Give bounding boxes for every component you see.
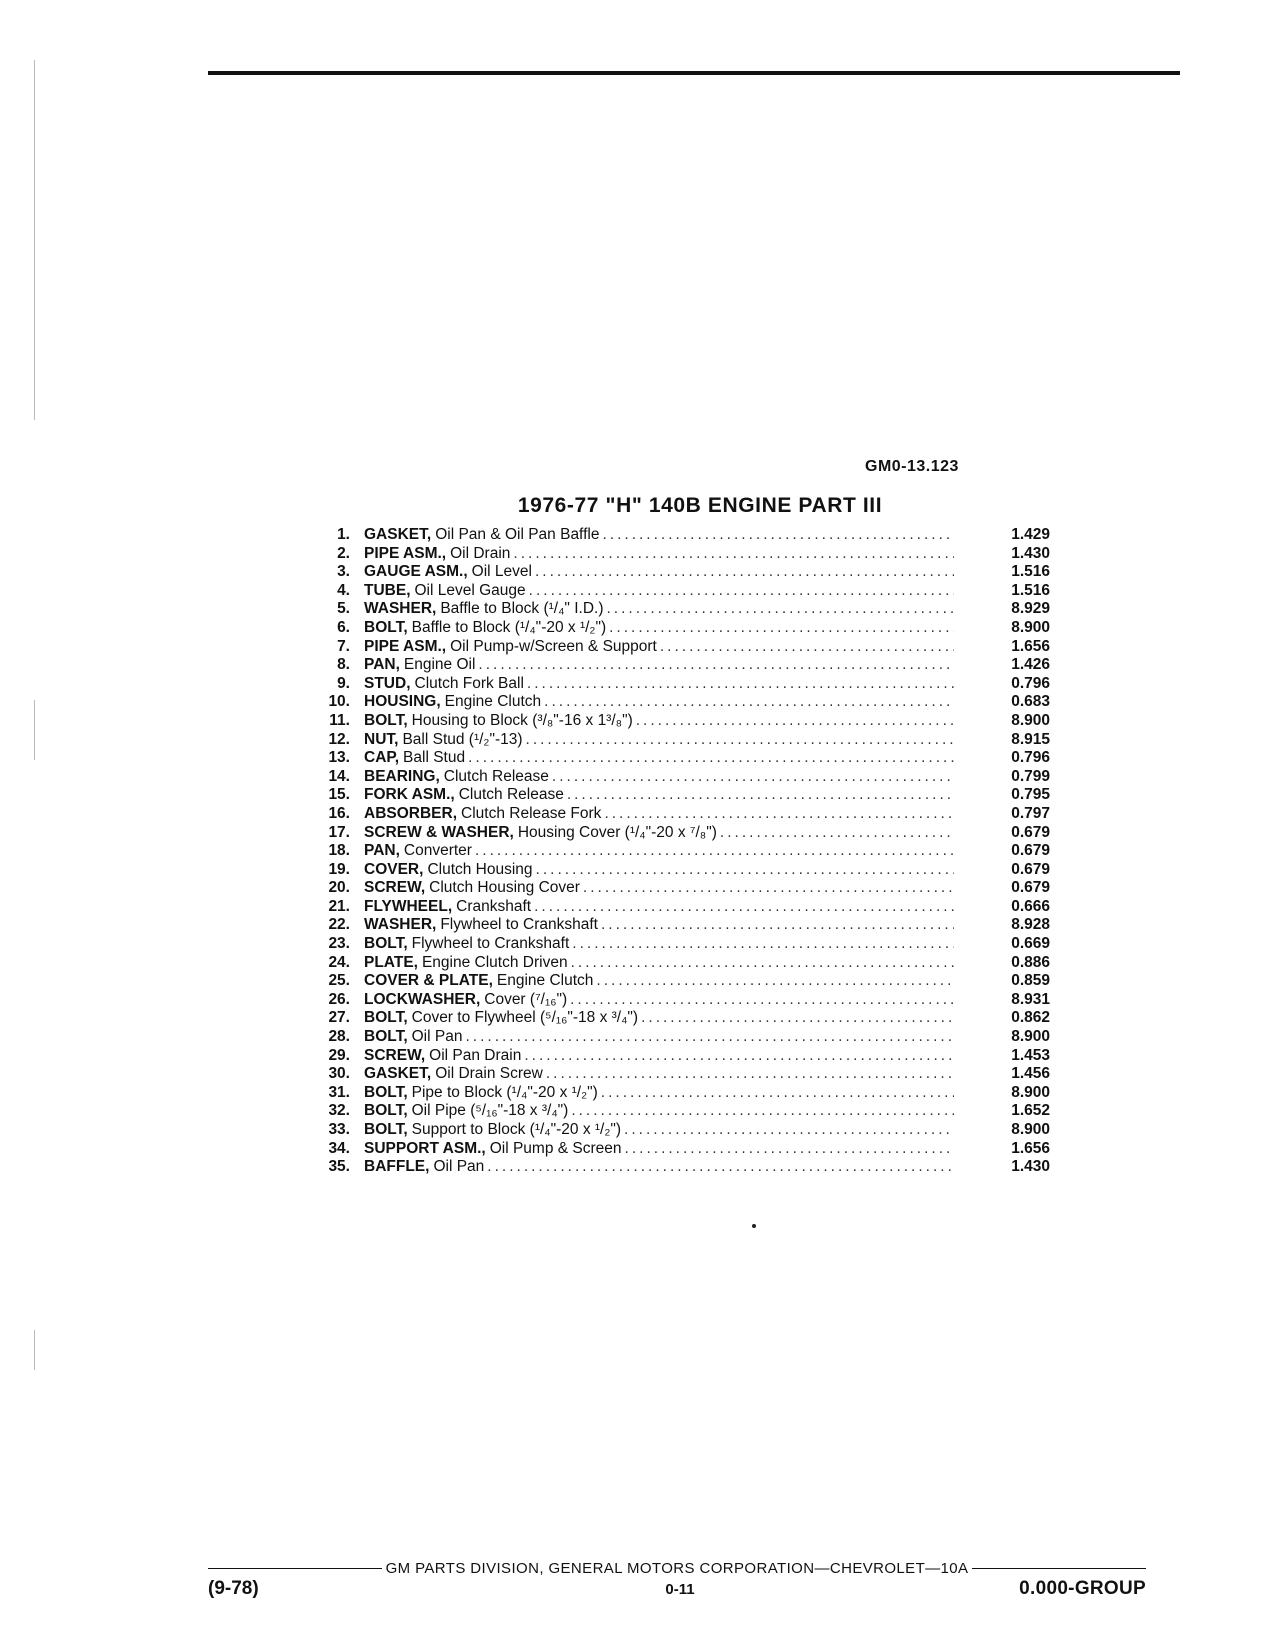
part-description bbox=[364, 693, 954, 712]
part-number: 17. bbox=[328, 823, 350, 841]
part-description bbox=[364, 1028, 954, 1047]
dot-leader bbox=[720, 824, 954, 843]
part-number: 11. bbox=[329, 711, 350, 729]
footer-group-code: 0.000-GROUP bbox=[1019, 1578, 1146, 1599]
dot-leader bbox=[552, 768, 954, 787]
part-group-number: 8.900 bbox=[1011, 618, 1050, 636]
part-detail: Engine Clutch Driven bbox=[421, 953, 568, 971]
part-group-number: 0.679 bbox=[1011, 879, 1050, 897]
dot-leader bbox=[567, 786, 954, 805]
part-name: COVER & PLATE, bbox=[364, 972, 493, 990]
part-name: PIPE ASM., bbox=[364, 637, 447, 655]
part-number: 27. bbox=[328, 1009, 350, 1027]
part-detail: Pipe to Block (¹/₄"-20 x ¹/₂") bbox=[411, 1083, 598, 1101]
dot-leader bbox=[529, 582, 954, 601]
dot-leader bbox=[601, 916, 954, 935]
part-row bbox=[300, 1009, 1060, 1028]
part-detail: Support to Block (¹/₄"-20 x ¹/₂") bbox=[411, 1121, 622, 1138]
part-row bbox=[300, 1065, 1060, 1084]
part-detail: Clutch Housing bbox=[427, 860, 533, 878]
part-name: NUT, bbox=[364, 730, 399, 748]
part-number: 29. bbox=[328, 1046, 350, 1064]
part-row bbox=[300, 693, 1060, 712]
part-row bbox=[300, 935, 1060, 954]
part-group-number: 0.679 bbox=[1011, 823, 1050, 841]
part-group-number: 8.915 bbox=[1011, 730, 1050, 748]
part-detail: Housing to Block (³/₈"-16 x 1³/₈") bbox=[411, 711, 633, 729]
part-description bbox=[364, 824, 954, 843]
part-description bbox=[364, 935, 954, 954]
part-name: BOLT, bbox=[364, 935, 408, 953]
part-row bbox=[300, 1028, 1060, 1047]
part-description bbox=[364, 675, 954, 694]
part-row bbox=[300, 842, 1060, 861]
part-number: 7. bbox=[337, 637, 350, 655]
part-detail: Cover (⁷/₁₆") bbox=[484, 990, 568, 1008]
part-group-number: 0.679 bbox=[1011, 860, 1050, 878]
part-name: GAUGE ASM., bbox=[364, 563, 468, 581]
part-group-number: 1.516 bbox=[1011, 581, 1050, 599]
part-detail: Baffle to Block (¹/₄"-20 x ¹/₂") bbox=[411, 618, 607, 636]
part-number: 9. bbox=[337, 674, 350, 692]
scan-speck bbox=[752, 1224, 756, 1228]
part-detail: Engine Clutch bbox=[444, 693, 542, 711]
part-detail: Oil Pipe (⁵/₁₆"-18 x ³/₄") bbox=[411, 1102, 569, 1120]
part-group-number: 1.430 bbox=[1011, 544, 1050, 562]
part-description bbox=[364, 842, 954, 861]
part-name: ABSORBER, bbox=[364, 804, 458, 822]
dot-leader bbox=[604, 805, 954, 824]
part-number: 34. bbox=[328, 1139, 350, 1157]
part-group-number: 0.666 bbox=[1011, 897, 1050, 915]
part-description bbox=[364, 1009, 954, 1028]
part-name: BOLT, bbox=[364, 1009, 408, 1027]
part-number: 6. bbox=[337, 618, 350, 636]
part-number: 31. bbox=[328, 1083, 350, 1101]
part-number: 8. bbox=[337, 656, 350, 674]
part-detail: Oil Drain Screw bbox=[435, 1065, 543, 1083]
part-detail: Oil Level bbox=[471, 563, 532, 581]
part-number: 14. bbox=[328, 767, 350, 785]
part-row bbox=[300, 526, 1060, 545]
part-number: 13. bbox=[328, 749, 350, 767]
part-description bbox=[364, 526, 954, 545]
part-description bbox=[364, 1158, 954, 1177]
part-group-number: 8.900 bbox=[1011, 1083, 1050, 1101]
part-group-number: 0.796 bbox=[1011, 674, 1050, 692]
part-group-number: 8.931 bbox=[1011, 990, 1050, 1008]
part-description bbox=[364, 619, 954, 638]
part-row bbox=[300, 675, 1060, 694]
part-description bbox=[364, 731, 954, 750]
part-number: 25. bbox=[328, 972, 350, 990]
part-detail: Crankshaft bbox=[456, 897, 532, 915]
part-row bbox=[300, 879, 1060, 898]
part-description bbox=[364, 898, 954, 917]
part-detail: Converter bbox=[403, 842, 472, 860]
dot-leader bbox=[609, 619, 954, 638]
part-number: 16. bbox=[328, 804, 350, 822]
part-number: 4. bbox=[337, 581, 350, 599]
footer-page-number: 0-11 bbox=[665, 1581, 695, 1598]
part-number: 10. bbox=[328, 693, 350, 711]
part-description bbox=[364, 954, 954, 973]
part-number: 15. bbox=[328, 786, 350, 804]
part-group-number: 0.797 bbox=[1011, 804, 1050, 822]
part-description bbox=[364, 638, 954, 657]
dot-leader bbox=[571, 1102, 954, 1121]
part-name: BOLT, bbox=[364, 1102, 408, 1120]
dot-leader bbox=[602, 526, 954, 545]
part-row bbox=[300, 805, 1060, 824]
part-row bbox=[300, 749, 1060, 768]
part-row bbox=[300, 916, 1060, 935]
dot-leader bbox=[641, 1009, 954, 1028]
footer-rule-right bbox=[972, 1568, 1146, 1569]
part-row bbox=[300, 861, 1060, 880]
part-group-number: 1.453 bbox=[1011, 1046, 1050, 1064]
part-name: SCREW & WASHER, bbox=[364, 823, 514, 841]
part-number: 22. bbox=[328, 916, 350, 934]
part-row bbox=[300, 954, 1060, 973]
dot-leader bbox=[570, 991, 954, 1010]
part-description bbox=[364, 582, 954, 601]
dot-leader bbox=[572, 935, 954, 954]
part-row bbox=[300, 768, 1060, 787]
footer-date: (9-78) bbox=[208, 1578, 259, 1599]
dot-leader bbox=[478, 656, 954, 675]
part-detail: Clutch Release Fork bbox=[461, 804, 602, 822]
part-name: FLYWHEEL, bbox=[364, 897, 453, 915]
part-row bbox=[300, 731, 1060, 750]
part-number: 18. bbox=[328, 842, 350, 860]
dot-leader bbox=[571, 954, 954, 973]
part-number: 26. bbox=[328, 990, 350, 1008]
part-detail: Engine Oil bbox=[403, 656, 476, 674]
part-detail: Oil Pump-w/Screen & Support bbox=[450, 637, 657, 655]
part-group-number: 8.900 bbox=[1011, 711, 1050, 729]
part-detail: Ball Stud (¹/₂"-13) bbox=[402, 730, 523, 748]
dot-leader bbox=[527, 675, 954, 694]
part-group-number: 0.862 bbox=[1011, 1009, 1050, 1027]
part-detail: Clutch Fork Ball bbox=[414, 674, 524, 692]
dot-leader bbox=[624, 1121, 954, 1140]
part-name: SCREW, bbox=[364, 1046, 426, 1064]
part-description bbox=[364, 1065, 954, 1084]
part-number: 24. bbox=[328, 953, 350, 971]
part-number: 28. bbox=[328, 1028, 350, 1046]
dot-leader bbox=[636, 712, 954, 731]
part-number: 21. bbox=[328, 897, 350, 915]
part-name: BOLT, bbox=[364, 711, 408, 729]
part-row bbox=[300, 1102, 1060, 1121]
dot-leader bbox=[583, 879, 954, 898]
part-row bbox=[300, 656, 1060, 675]
part-name: BOLT, bbox=[364, 618, 408, 636]
part-group-number: 1.456 bbox=[1011, 1065, 1050, 1083]
part-number: 5. bbox=[337, 600, 350, 618]
dot-leader bbox=[660, 638, 954, 657]
part-detail: Cover to Flywheel (⁵/₁₆"-18 x ³/₄") bbox=[411, 1009, 639, 1027]
dot-leader bbox=[468, 749, 954, 768]
part-detail: Baffle to Block (¹/₄" I.D.) bbox=[440, 600, 604, 618]
part-group-number: 8.929 bbox=[1011, 600, 1050, 618]
part-description bbox=[364, 600, 954, 619]
part-group-number: 0.795 bbox=[1011, 786, 1050, 804]
part-row bbox=[300, 991, 1060, 1010]
part-number: 30. bbox=[328, 1065, 350, 1083]
part-number: 19. bbox=[328, 860, 350, 878]
part-number: 12. bbox=[328, 730, 350, 748]
part-description bbox=[364, 1102, 954, 1121]
part-row bbox=[300, 638, 1060, 657]
part-name: SUPPORT ASM., bbox=[364, 1139, 486, 1157]
part-group-number: 8.900 bbox=[1011, 1121, 1050, 1138]
part-description bbox=[364, 916, 954, 935]
part-detail: Clutch Release bbox=[458, 786, 564, 804]
part-name: BOLT, bbox=[364, 1121, 408, 1138]
dot-leader bbox=[465, 1028, 954, 1047]
part-group-number: 1.652 bbox=[1011, 1102, 1050, 1120]
scan-edge-mark bbox=[34, 1330, 35, 1370]
part-name: BEARING, bbox=[364, 767, 440, 785]
part-name: STUD, bbox=[364, 674, 411, 692]
dot-leader bbox=[546, 1065, 954, 1084]
catalog-ref-code: GM0-13.123 bbox=[865, 458, 959, 475]
footer-rule-left bbox=[208, 1568, 382, 1569]
part-name: SCREW, bbox=[364, 879, 426, 897]
part-name: WASHER, bbox=[364, 600, 437, 618]
part-row bbox=[300, 824, 1060, 843]
part-description bbox=[364, 545, 954, 564]
dot-leader bbox=[535, 563, 954, 582]
part-description bbox=[364, 1121, 954, 1140]
page-title: 1976-77 "H" 140B ENGINE PART III bbox=[517, 494, 883, 517]
part-description bbox=[364, 563, 954, 582]
part-name: BOLT, bbox=[364, 1083, 408, 1101]
part-name: BOLT, bbox=[364, 1028, 408, 1046]
footer-publisher: GM PARTS DIVISION, GENERAL MOTORS CORPORATION—CHEVROLET—10A bbox=[385, 1560, 969, 1577]
part-description bbox=[364, 861, 954, 880]
part-group-number: 0.859 bbox=[1011, 972, 1050, 990]
part-name: FORK ASM., bbox=[364, 786, 455, 804]
part-name: CAP, bbox=[364, 749, 400, 767]
part-row bbox=[300, 712, 1060, 731]
part-name: HOUSING, bbox=[364, 693, 441, 711]
top-rule bbox=[208, 71, 1180, 75]
dot-leader bbox=[524, 1047, 954, 1066]
footer-publisher-line bbox=[208, 1560, 1146, 1577]
part-name: TUBE, bbox=[364, 581, 411, 599]
scan-edge-mark bbox=[34, 60, 35, 420]
part-description bbox=[364, 1084, 954, 1103]
part-detail: Clutch Release bbox=[443, 767, 549, 785]
part-number: 2. bbox=[337, 544, 350, 562]
part-detail: Oil Pan & Oil Pan Baffle bbox=[435, 526, 600, 543]
part-description bbox=[364, 768, 954, 787]
part-row bbox=[300, 619, 1060, 638]
part-name: GASKET, bbox=[364, 526, 432, 543]
dot-leader bbox=[625, 1140, 954, 1159]
part-description bbox=[364, 1140, 954, 1159]
part-number: 3. bbox=[337, 563, 350, 581]
part-row bbox=[300, 600, 1060, 619]
part-number: 20. bbox=[328, 879, 350, 897]
parts-list bbox=[300, 526, 1060, 1177]
part-detail: Oil Level Gauge bbox=[414, 581, 526, 599]
part-description bbox=[364, 656, 954, 675]
part-detail: Flywheel to Crankshaft bbox=[411, 935, 570, 953]
part-number: 23. bbox=[328, 935, 350, 953]
part-group-number: 8.928 bbox=[1011, 916, 1050, 934]
part-row bbox=[300, 1140, 1060, 1159]
part-name: BAFFLE, bbox=[364, 1158, 430, 1176]
part-detail: Engine Clutch bbox=[496, 972, 594, 990]
part-group-number: 1.656 bbox=[1011, 1139, 1050, 1157]
part-row bbox=[300, 1047, 1060, 1066]
part-group-number: 1.656 bbox=[1011, 637, 1050, 655]
part-group-number: 1.429 bbox=[1011, 526, 1050, 543]
part-description bbox=[364, 749, 954, 768]
part-name: LOCKWASHER, bbox=[364, 990, 481, 1008]
part-detail: Oil Pan bbox=[411, 1028, 463, 1046]
part-detail: Oil Pump & Screen bbox=[489, 1139, 622, 1157]
dot-leader bbox=[475, 842, 954, 861]
part-group-number: 0.799 bbox=[1011, 767, 1050, 785]
part-number: 33. bbox=[328, 1121, 350, 1138]
dot-leader bbox=[601, 1084, 954, 1103]
part-description bbox=[364, 786, 954, 805]
part-row bbox=[300, 898, 1060, 917]
part-detail: Ball Stud bbox=[403, 749, 466, 767]
part-number: 1. bbox=[337, 526, 350, 543]
part-row bbox=[300, 545, 1060, 564]
part-group-number: 0.796 bbox=[1011, 749, 1050, 767]
part-group-number: 1.516 bbox=[1011, 563, 1050, 581]
part-number: 32. bbox=[328, 1102, 350, 1120]
dot-leader bbox=[536, 861, 954, 880]
part-description bbox=[364, 805, 954, 824]
part-group-number: 0.669 bbox=[1011, 935, 1050, 953]
part-description bbox=[364, 972, 954, 991]
part-row bbox=[300, 786, 1060, 805]
part-description bbox=[364, 991, 954, 1010]
dot-leader bbox=[526, 731, 954, 750]
part-row bbox=[300, 1084, 1060, 1103]
part-detail: Housing Cover (¹/₄"-20 x ⁷/₈") bbox=[517, 823, 717, 841]
part-group-number: 0.683 bbox=[1011, 693, 1050, 711]
part-group-number: 1.430 bbox=[1011, 1158, 1050, 1176]
scan-edge-mark bbox=[34, 700, 35, 760]
dot-leader bbox=[534, 898, 954, 917]
part-row bbox=[300, 563, 1060, 582]
dot-leader bbox=[487, 1158, 954, 1177]
part-row bbox=[300, 972, 1060, 991]
part-row bbox=[300, 1121, 1060, 1140]
part-detail: Clutch Housing Cover bbox=[429, 879, 580, 897]
part-description bbox=[364, 1047, 954, 1066]
part-name: COVER, bbox=[364, 860, 424, 878]
part-name: GASKET, bbox=[364, 1065, 432, 1083]
part-group-number: 1.426 bbox=[1011, 656, 1050, 674]
part-detail: Oil Drain bbox=[450, 544, 511, 562]
part-row bbox=[300, 582, 1060, 601]
part-name: PAN, bbox=[364, 842, 400, 860]
part-name: PAN, bbox=[364, 656, 400, 674]
part-name: WASHER, bbox=[364, 916, 437, 934]
part-detail: Oil Pan bbox=[433, 1158, 485, 1176]
dot-leader bbox=[513, 545, 954, 564]
part-group-number: 8.900 bbox=[1011, 1028, 1050, 1046]
part-group-number: 0.679 bbox=[1011, 842, 1050, 860]
part-number: 35. bbox=[328, 1158, 350, 1176]
part-name: PIPE ASM., bbox=[364, 544, 447, 562]
dot-leader bbox=[544, 693, 954, 712]
dot-leader bbox=[607, 600, 955, 619]
part-row bbox=[300, 1158, 1060, 1177]
part-description bbox=[364, 712, 954, 731]
part-detail: Flywheel to Crankshaft bbox=[440, 916, 598, 934]
dot-leader bbox=[596, 972, 954, 991]
part-detail: Oil Pan Drain bbox=[429, 1046, 522, 1064]
part-description bbox=[364, 879, 954, 898]
part-name: PLATE, bbox=[364, 953, 418, 971]
part-group-number: 0.886 bbox=[1011, 953, 1050, 971]
